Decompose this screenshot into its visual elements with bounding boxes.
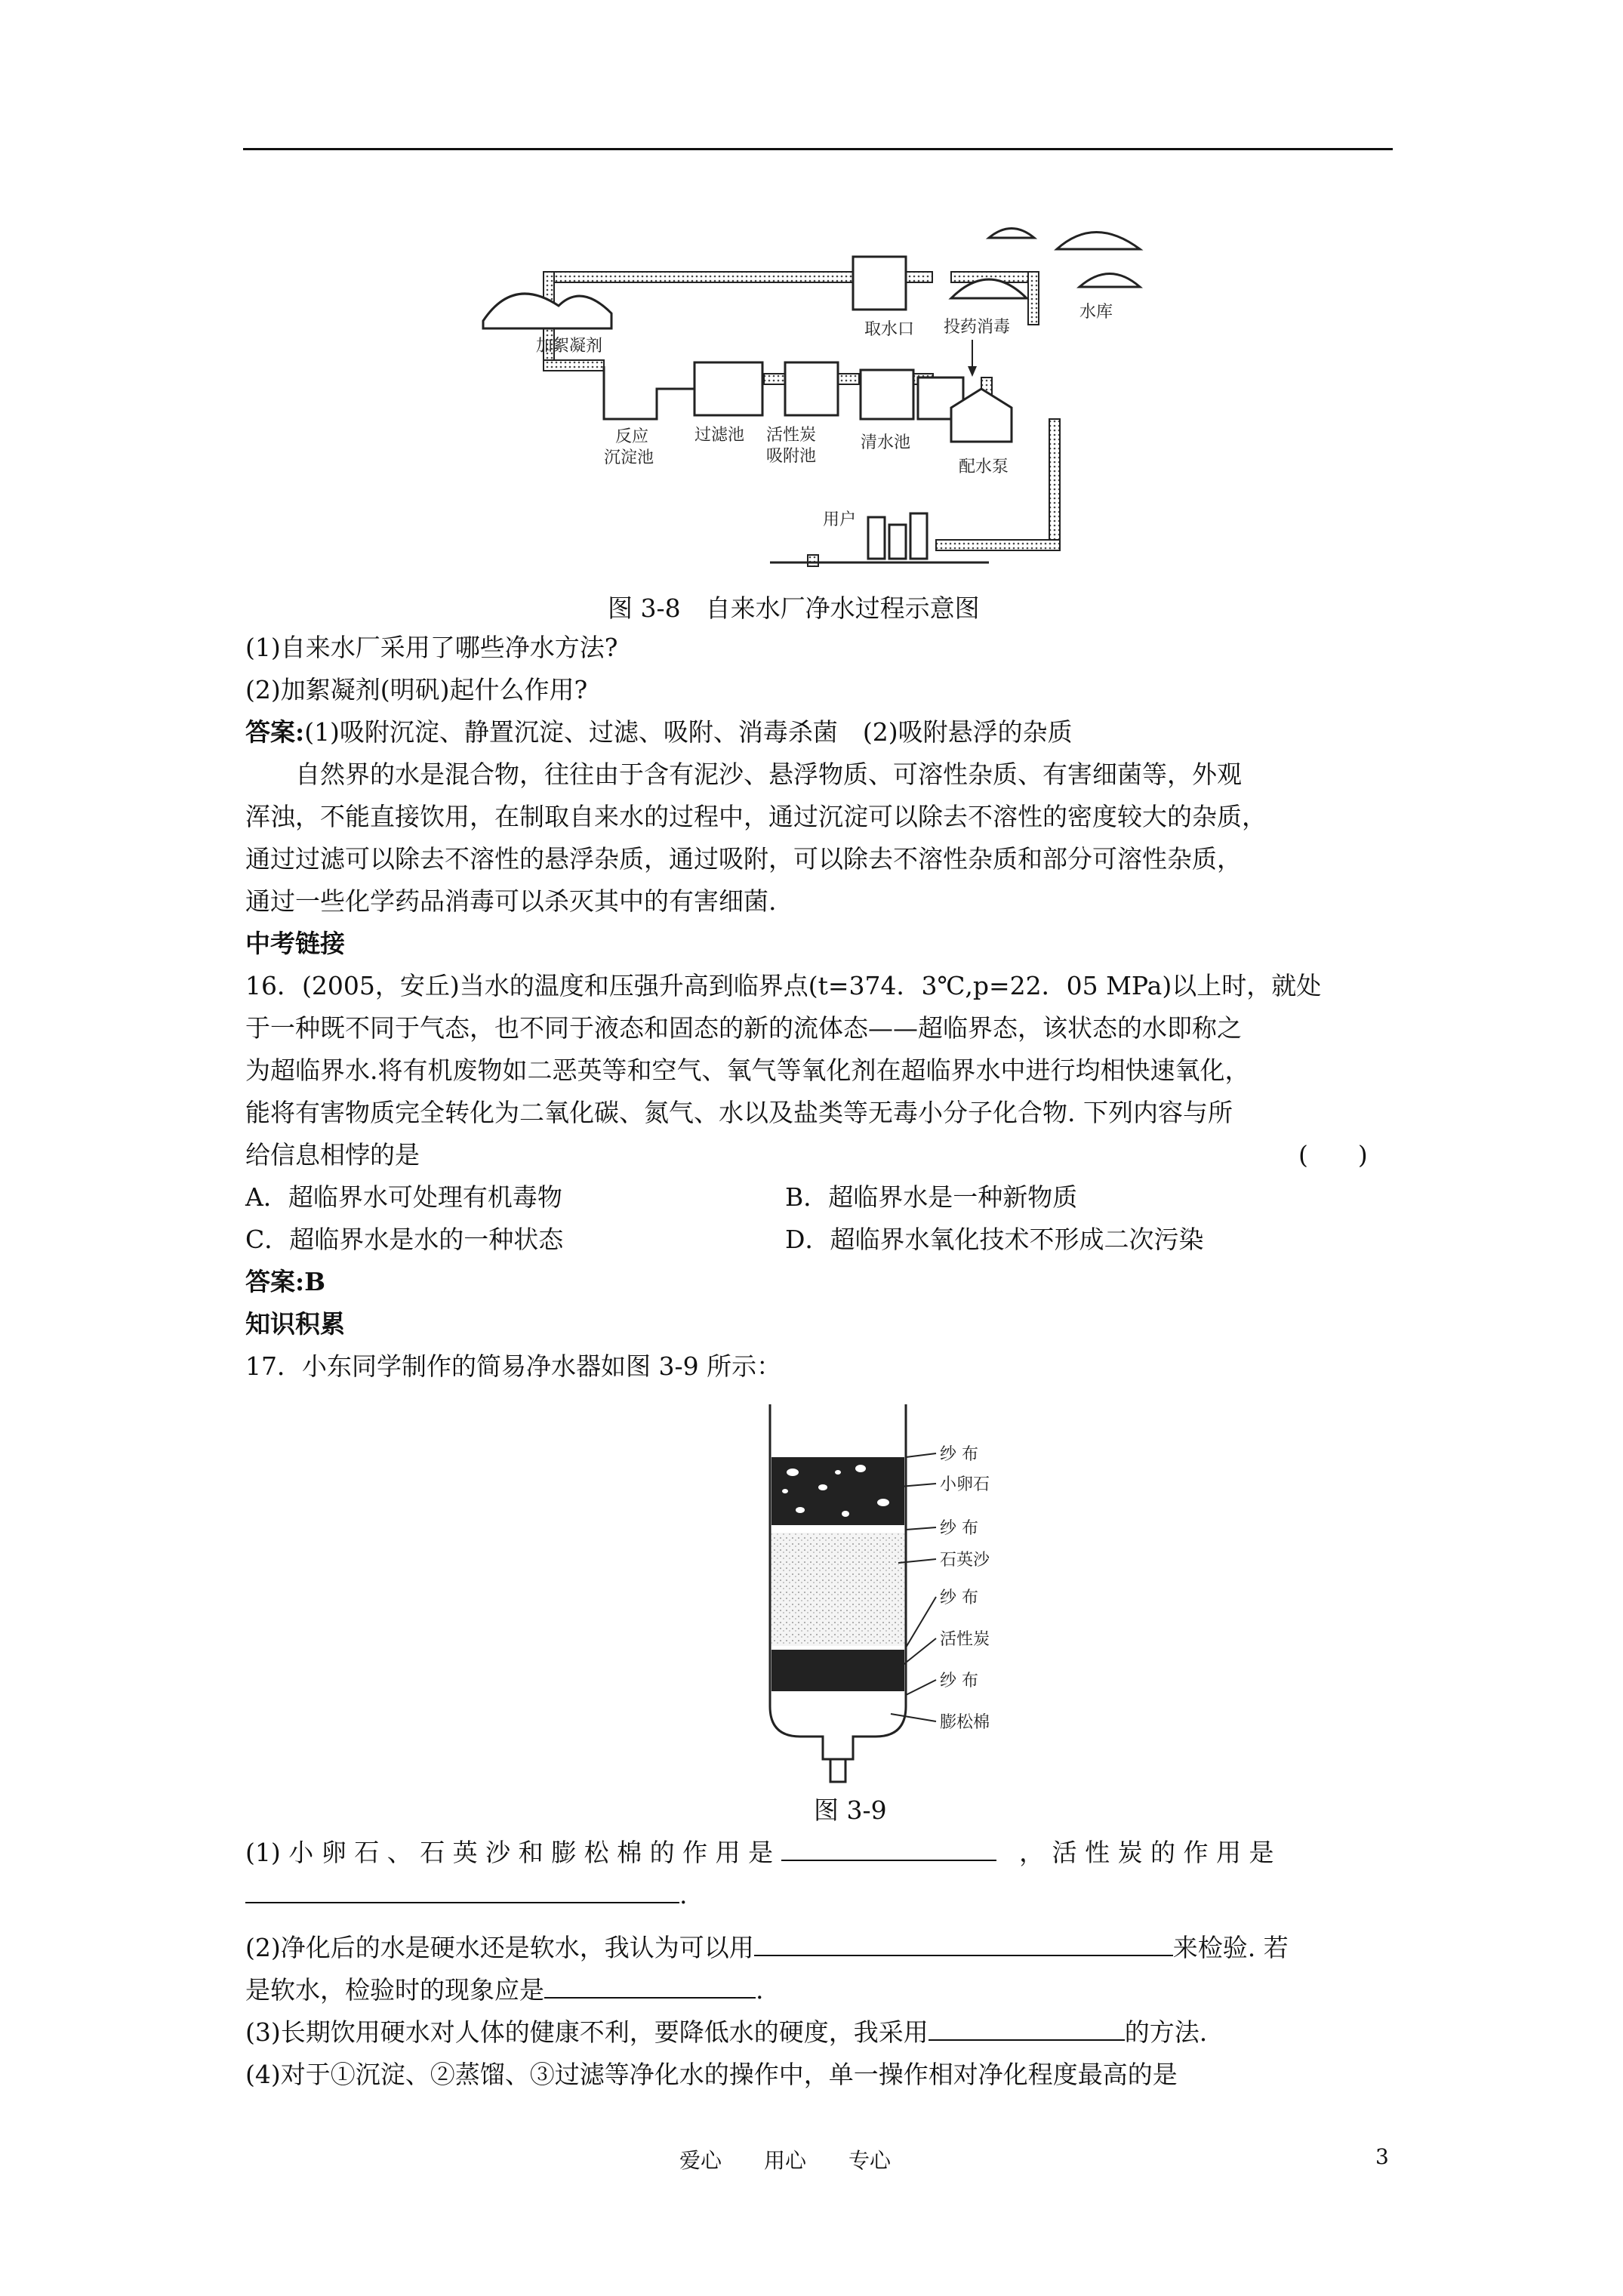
label-clear: 清水池 (861, 433, 911, 452)
blank-4[interactable] (544, 1970, 756, 1999)
explanation-line-1: 自然界的水是混合物，往往由于含有泥沙、悬浮物质、可溶性杂质、有害细菌等，外观 (245, 760, 1242, 789)
q16-line-5: 给信息相悖的是 (245, 1140, 420, 1170)
label-carbon-2: 吸附池 (766, 447, 817, 466)
label-carbon: 活性炭 (940, 1630, 990, 1649)
header-rule (243, 148, 1393, 150)
question-1: (1)自来水厂采用了哪些净水方法? (245, 633, 618, 662)
hill-right-1 (989, 229, 1034, 239)
q17-3-text-a: (3)长期饮用硬水对人体的健康不利，要降低水的硬度，我采用 (245, 2017, 929, 2047)
q17-part-2-cont (245, 1969, 764, 2011)
blank-5[interactable] (929, 2012, 1125, 2041)
blank-2[interactable] (245, 1875, 679, 1903)
label-carbon-1: 活性炭 (766, 426, 817, 445)
answer-2: 答案:B (245, 1267, 326, 1296)
label-sediment-1: 反应 (615, 427, 649, 446)
explanation-line-2: 浑浊，不能直接饮用，在制取自来水的过程中，通过沉淀可以除去不溶性的密度较大的杂质， (245, 802, 1267, 831)
q17-intro: 17．小东同学制作的简易净水器如图 3-9 所示： (245, 1351, 782, 1381)
label-pebble: 小卵石 (940, 1475, 990, 1494)
label-pump: 配水泵 (959, 458, 1009, 476)
question-2: (2)加絮凝剂(明矾)起什么作用? (245, 675, 588, 704)
q17-part-1 (245, 1832, 1391, 1874)
spout (830, 1759, 845, 1782)
option-d: D．超临界水氧化技术不形成二次污染 (785, 1225, 1204, 1254)
q16-answer-paren: ( ) (1298, 1140, 1368, 1170)
label-coagulant: 加絮凝剂 (536, 337, 603, 356)
figure-3-8-caption: 图 3-8 自来水厂净水过程示意图 (608, 593, 980, 623)
q16-line-2: 于一种既不同于气态，也不同于液态和固态的新的流体态——超临界态，该状态的水即称之 (245, 1013, 1242, 1043)
label-gauze-2: 纱 布 (940, 1519, 978, 1538)
q17-part-2 (245, 1927, 1289, 1969)
q17-2-text-b: 来检验. 若 (1172, 1933, 1289, 1962)
label-disinfect: 投药消毒 (944, 318, 1011, 337)
figure-3-8-diagram (468, 215, 1147, 570)
layer-sand (771, 1533, 904, 1646)
explanation-line-4: 通过一些化学药品消毒可以杀灭其中的有害细菌. (245, 886, 777, 916)
q17-2-text-a: (2)净化后的水是硬水还是软水，我认为可以用 (245, 1933, 754, 1962)
explanation-line-3: 通过过滤可以除去不溶性的悬浮杂质，通过吸附，可以除去不溶性杂质和部分可溶性杂质， (245, 844, 1242, 874)
q16-line-3: 为超临界水.将有机废物如二恶英等和空气、氧气等氧化剂在超临界水中进行均相快速氧化， (245, 1056, 1250, 1085)
tank-filter (694, 362, 762, 415)
layer-carbon (771, 1650, 904, 1691)
tank-sediment (604, 362, 694, 419)
option-a: A．超临界水可处理有机毒物 (245, 1182, 562, 1212)
hill-right-4 (1079, 274, 1140, 288)
tank-carbon (785, 362, 838, 415)
q17-1-end: . (679, 1880, 688, 1909)
label-cotton: 膨松棉 (940, 1713, 990, 1732)
q17-part-1-cont (245, 1874, 688, 1916)
q16-line-1: 16．(2005，安丘)当水的温度和压强升高到临界点(t=374．3℃,p=22．05 MPa)以上时，就处 (245, 971, 1322, 1000)
label-sediment-2: 沉淀池 (604, 448, 654, 467)
answer-1-text: (1)吸附沉淀、静置沉淀、过滤、吸附、消毒杀菌 (2)吸附悬浮的杂质 (304, 717, 1073, 747)
q17-2-end: . (756, 1975, 764, 2005)
layer-pebble (771, 1457, 904, 1525)
label-gauze-4: 纱 布 (940, 1672, 978, 1690)
q17-1-text-b: ， 活 性 炭 的 作 用 是 (1019, 1838, 1274, 1867)
q17-part-4: (4)对于①沉淀、②蒸馏、③过滤等净化水的操作中，单一操作相对净化程度最高的是 (245, 2060, 1178, 2089)
q16-line-4: 能将有害物质完全转化为二氧化碳、氮气、水以及盐类等无毒小分子化合物. 下列内容与所 (245, 1098, 1233, 1127)
figure-3-9-caption: 图 3-9 (814, 1795, 887, 1825)
blank-1[interactable] (781, 1832, 996, 1861)
label-intake: 取水口 (864, 320, 915, 339)
answer-label: 答案: (245, 717, 305, 747)
label-reservoir: 水库 (1079, 303, 1113, 322)
answer-1 (245, 711, 1073, 754)
label-gauze-3: 纱 布 (940, 1589, 978, 1607)
user-building (770, 513, 989, 562)
hill-left (483, 294, 611, 328)
q17-3-text-b: 的方法. (1124, 2017, 1208, 2047)
blank-3[interactable] (754, 1928, 1173, 1956)
section-heading-zhongkao: 中考链接 (245, 929, 345, 958)
section-heading-zhishi: 知识积累 (245, 1309, 345, 1339)
hill-right-2 (1057, 233, 1140, 250)
tank-clear (861, 370, 913, 419)
label-gauze-1: 纱 布 (940, 1445, 978, 1464)
q17-1-text-a: (1) 小 卵 石 、 石 英 沙 和 膨 松 棉 的 作 用 是 (245, 1838, 774, 1867)
option-b: B．超临界水是一种新物质 (785, 1182, 1078, 1212)
q17-2-text-c: 是软水，检验时的现象应是 (245, 1975, 544, 2005)
option-c: C．超临界水是水的一种状态 (245, 1225, 564, 1254)
page-number: 3 (1375, 2144, 1389, 2169)
figure-3-9-diagram (755, 1397, 1057, 1789)
footer-center: 爱心 用心 专心 (679, 2148, 892, 2173)
label-filter: 过滤池 (694, 426, 745, 445)
label-quartz: 石英沙 (940, 1551, 990, 1570)
label-user: 用户 (823, 510, 857, 529)
q17-part-3 (245, 2011, 1207, 2054)
intake-box (853, 257, 906, 310)
